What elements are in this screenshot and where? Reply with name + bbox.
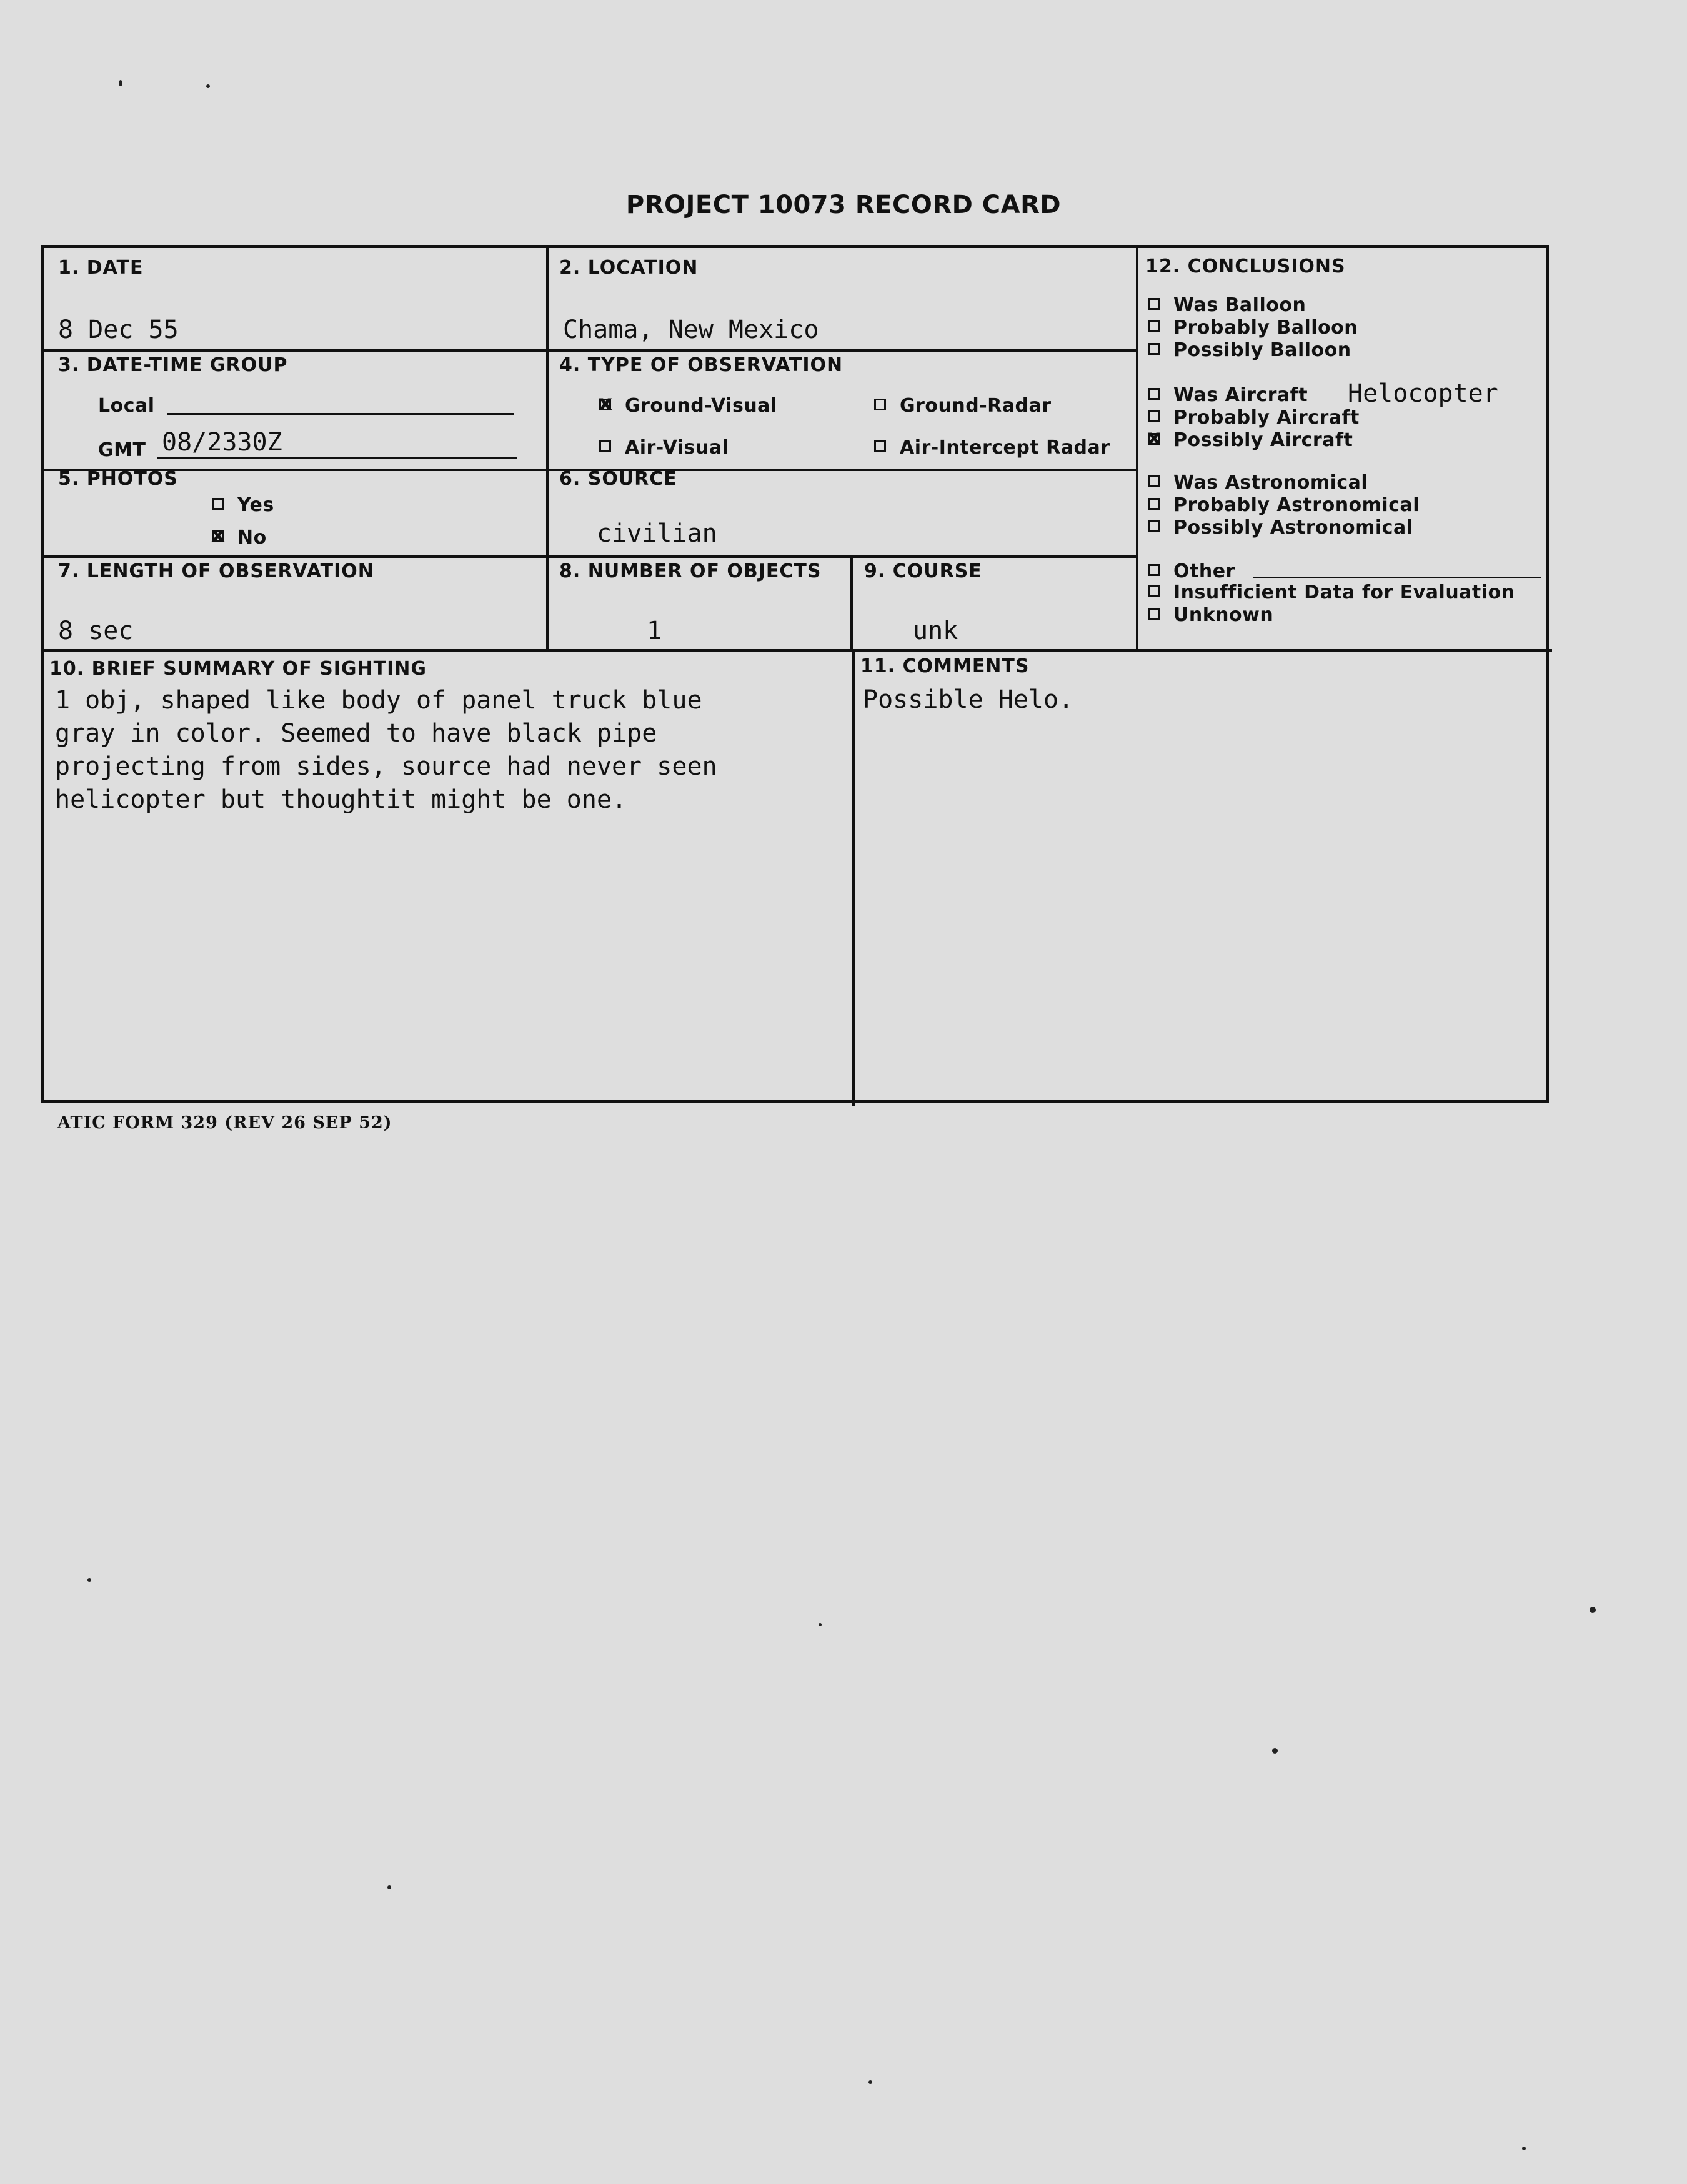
form-number: ATIC FORM 329 (REV 26 SEP 52) — [57, 1113, 392, 1133]
checkbox — [212, 498, 224, 510]
scan-speck — [819, 1623, 822, 1626]
scan-speck — [1522, 2147, 1526, 2150]
conclusion-possibly-aircraft: xPossibly Aircraft — [1148, 429, 1353, 451]
divider — [1136, 248, 1138, 649]
summary-line: projecting from sides, source had never seen — [55, 752, 717, 781]
conclusion-was-balloon: Was Balloon — [1148, 294, 1306, 316]
number-of-objects-value: 1 — [647, 617, 662, 645]
scan-speck — [1590, 1607, 1596, 1613]
checkbox — [1148, 564, 1160, 576]
conclusion-probably-astronomical: Probably Astronomical — [1148, 494, 1420, 516]
date-label: 1. DATE — [58, 257, 144, 279]
course-label: 9. COURSE — [864, 560, 982, 582]
aircraft-note: Helocopter — [1348, 379, 1498, 408]
checkbox — [1148, 298, 1160, 310]
other-field-line — [1253, 577, 1541, 578]
conclusion-possibly-balloon: Possibly Balloon — [1148, 339, 1351, 361]
gmt-field-line — [157, 457, 517, 459]
conclusion-insufficient-data: Insufficient Data for Evaluation — [1148, 582, 1515, 603]
date-value: 8 Dec 55 — [58, 315, 179, 344]
checkbox — [1148, 475, 1160, 487]
summary-line: helicopter but thoughtit might be one. — [55, 785, 627, 814]
checkbox — [1148, 520, 1160, 532]
source-value: civilian — [597, 519, 717, 548]
type-of-observation-label: 4. TYPE OF OBSERVATION — [559, 354, 844, 376]
summary-text — [55, 684, 836, 817]
summary-line: gray in color. Seemed to have black pipe — [55, 719, 657, 748]
conclusion-probably-balloon: Probably Balloon — [1148, 317, 1358, 339]
scan-speck — [868, 2080, 872, 2084]
local-label: Local — [98, 395, 155, 417]
checkbox — [599, 440, 611, 452]
photos-label: 5. PHOTOS — [58, 468, 178, 490]
location-label: 2. LOCATION — [559, 257, 699, 279]
divider — [44, 555, 1136, 558]
conclusion-probably-aircraft: Probably Aircraft — [1148, 407, 1360, 429]
gmt-value: 08/2330Z — [162, 428, 282, 457]
option-ground-visual: xGround-Visual — [599, 395, 777, 417]
length-of-observation-label: 7. LENGTH OF OBSERVATION — [58, 560, 374, 582]
option-photos-no: xNo — [212, 527, 267, 548]
summary-label: 10. BRIEF SUMMARY OF SIGHTING — [49, 658, 427, 680]
scan-speck — [87, 1578, 91, 1582]
scan-speck — [206, 84, 210, 88]
option-air-visual: Air-Visual — [599, 437, 729, 459]
checkbox — [1148, 320, 1160, 332]
divider — [44, 349, 1136, 352]
divider — [850, 555, 853, 649]
summary-line: 1 obj, shaped like body of panel truck blue — [55, 686, 702, 715]
date-time-group-label: 3. DATE-TIME GROUP — [58, 354, 288, 376]
course-value: unk — [913, 617, 958, 645]
conclusion-was-astronomical: Was Astronomical — [1148, 472, 1368, 494]
conclusion-possibly-astronomical: Possibly Astronomical — [1148, 517, 1413, 539]
checkbox-checked — [212, 530, 224, 542]
comments-label: 11. COMMENTS — [860, 655, 1030, 677]
local-field-line — [167, 413, 514, 415]
option-ground-radar: Ground-Radar — [874, 395, 1052, 417]
checkbox — [1148, 585, 1160, 597]
scan-speck — [119, 80, 122, 86]
source-label: 6. SOURCE — [559, 468, 677, 490]
page-title: PROJECT 10073 RECORD CARD — [625, 191, 1062, 219]
option-photos-yes: Yes — [212, 494, 274, 516]
checkbox — [1148, 343, 1160, 355]
conclusions-label: 12. CONCLUSIONS — [1145, 256, 1346, 277]
option-air-intercept-radar: Air-Intercept Radar — [874, 437, 1110, 459]
comments-value: Possible Helo. — [863, 685, 1074, 714]
checkbox — [1148, 388, 1160, 400]
divider — [44, 649, 1552, 652]
record-card — [41, 245, 1549, 1103]
conclusion-was-aircraft: Was Aircraft — [1148, 384, 1308, 406]
divider — [546, 248, 549, 649]
divider — [852, 649, 855, 1106]
gmt-label: GMT — [98, 439, 146, 461]
conclusion-unknown: Unknown — [1148, 604, 1273, 626]
checkbox — [1148, 410, 1160, 422]
scan-speck — [1272, 1748, 1278, 1754]
checkbox — [874, 399, 886, 410]
checkbox — [1148, 498, 1160, 510]
checkbox-checked — [599, 399, 611, 410]
number-of-objects-label: 8. NUMBER OF OBJECTS — [559, 560, 822, 582]
checkbox-checked — [1148, 433, 1160, 445]
checkbox — [1148, 608, 1160, 620]
conclusion-other: Other — [1148, 560, 1235, 582]
length-of-observation-value: 8 sec — [58, 617, 134, 645]
checkbox — [874, 440, 886, 452]
scan-speck — [387, 1885, 391, 1889]
location-value: Chama, New Mexico — [563, 315, 819, 344]
